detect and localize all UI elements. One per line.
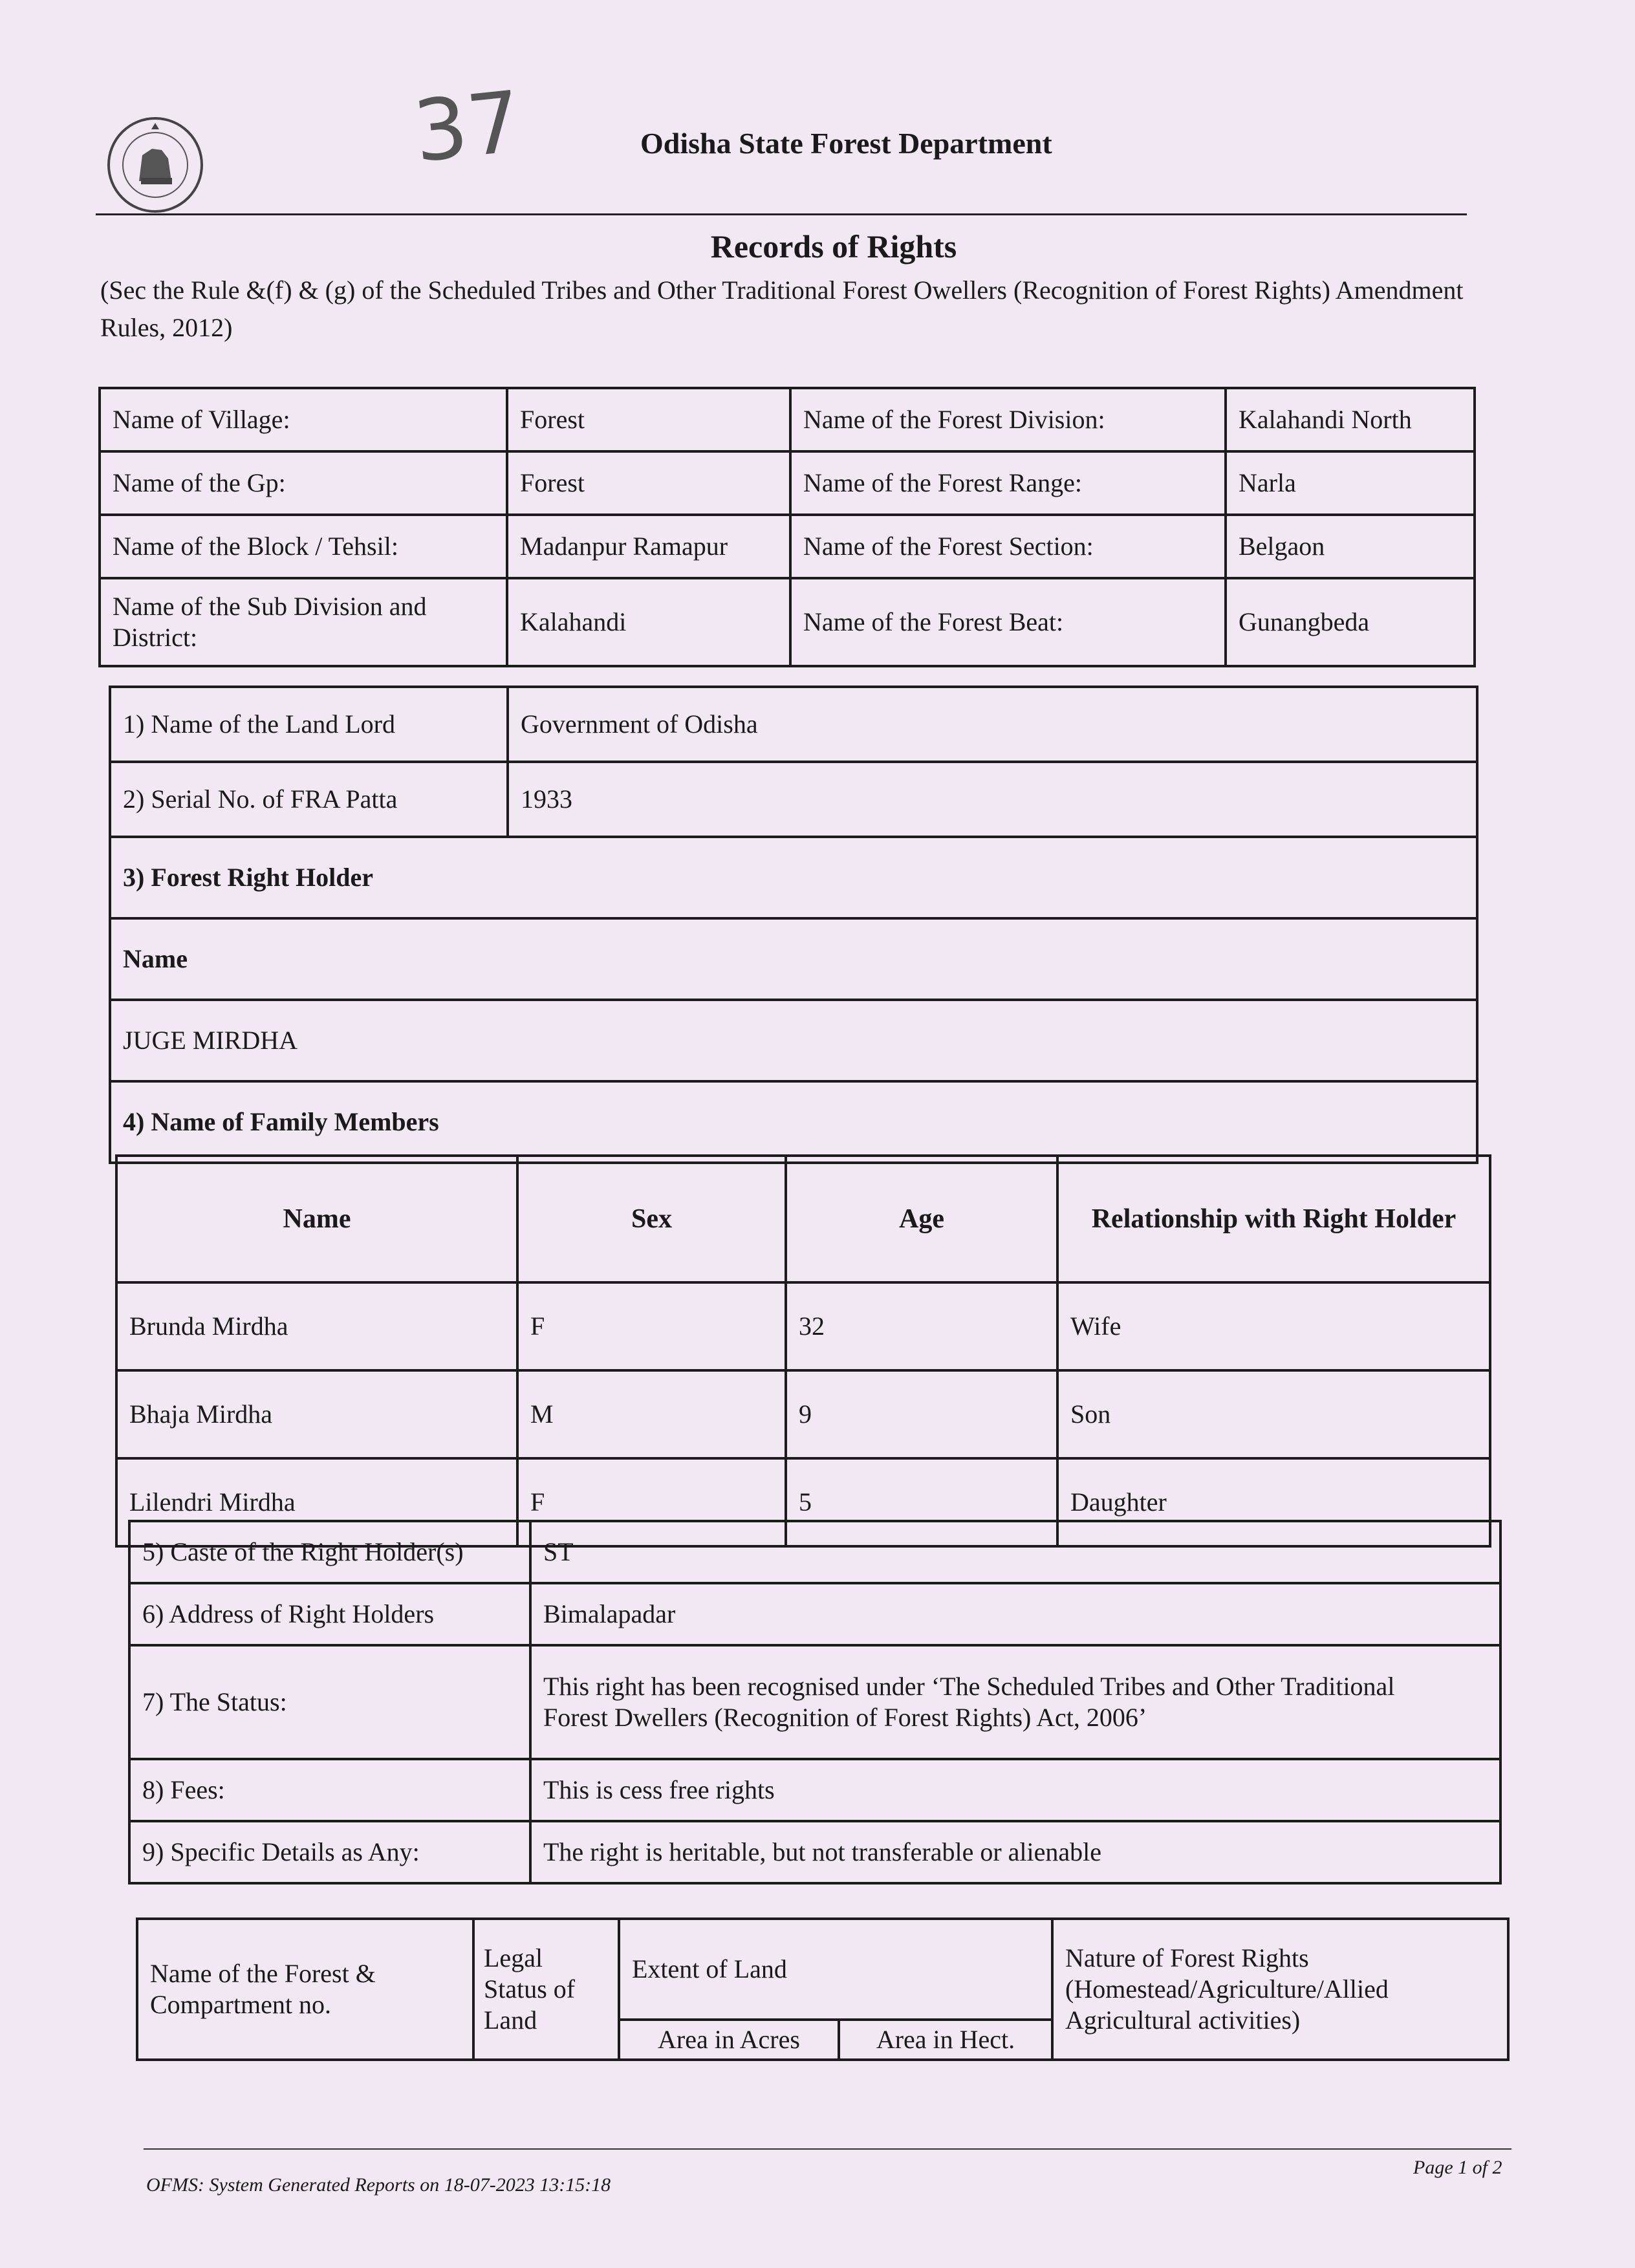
subdivision-value: Kalahandi <box>507 578 790 666</box>
column-header-relationship: Relationship with Right Holder <box>1057 1156 1490 1282</box>
extent-of-land-header: Extent of Land <box>619 1919 1052 2020</box>
member-name: Lilendri Mirdha <box>116 1458 517 1546</box>
table-row <box>129 1759 1500 1821</box>
caste-value: ST <box>530 1521 1500 1583</box>
forest-beat-label: Name of the Forest Beat: <box>790 578 1226 666</box>
column-header-sex: Sex <box>517 1156 786 1282</box>
table-row <box>100 578 1475 666</box>
table-row <box>129 1583 1500 1645</box>
fees-value: This is cess free rights <box>530 1759 1500 1821</box>
member-sex: M <box>517 1370 786 1458</box>
table-row <box>110 1081 1477 1163</box>
forest-range-label: Name of the Forest Range: <box>790 451 1226 515</box>
caste-label: 5) Caste of the Right Holder(s) <box>129 1521 530 1583</box>
page-number: Page 1 of 2 <box>1413 2157 1502 2178</box>
table-header-row <box>137 1919 1508 2020</box>
member-age: 5 <box>786 1458 1057 1546</box>
table-row <box>116 1370 1490 1458</box>
handwritten-page-number: 37 <box>409 72 526 182</box>
forest-division-label: Name of the Forest Division: <box>790 388 1226 451</box>
member-age: 32 <box>786 1282 1057 1370</box>
specific-details-label: 9) Specific Details as Any: <box>129 1821 530 1883</box>
status-value <box>530 1645 1500 1759</box>
table-row <box>110 687 1477 762</box>
document-subtitle: (Sec the Rule &(f) & (g) of the Scheduled Tribes and Other Traditional Forest Owellers (Recognition of Forest Rights) Amendment Rules, 2012) <box>100 275 1464 342</box>
table-row <box>100 451 1475 515</box>
member-name: Bhaja Mirdha <box>116 1370 517 1458</box>
land-table <box>136 1917 1510 2061</box>
village-value: Forest <box>507 388 790 451</box>
village-label: Name of Village: <box>100 388 507 451</box>
table-row <box>100 515 1475 578</box>
department-title: Odisha State Forest Department <box>640 127 1052 160</box>
column-header-age: Age <box>786 1156 1057 1282</box>
area-hect-header: Area in Hect. <box>839 2020 1052 2060</box>
footer-generated-text: OFMS: System Generated Reports on 18-07-2023 13:15:18 <box>146 2174 611 2196</box>
table-row <box>116 1282 1490 1370</box>
table-row <box>100 388 1475 451</box>
odisha-emblem-icon <box>103 103 207 226</box>
status-line-2: Forest Dwellers (Recognition of Forest Rights) Act, 2006’ <box>543 1703 1147 1732</box>
legal-status-header: Legal Status of Land <box>473 1919 619 2060</box>
table-row <box>129 1521 1500 1583</box>
family-members-heading: 4) Name of Family Members <box>110 1081 1477 1163</box>
member-sex: F <box>517 1282 786 1370</box>
location-table <box>98 387 1476 667</box>
status-label: 7) The Status: <box>129 1645 530 1759</box>
forest-right-holder-heading: 3) Forest Right Holder <box>110 837 1477 918</box>
forest-section-value: Belgaon <box>1226 515 1475 578</box>
family-members-table <box>115 1154 1491 1548</box>
member-name: Brunda Mirdha <box>116 1282 517 1370</box>
forest-section-label: Name of the Forest Section: <box>790 515 1226 578</box>
member-relation: Wife <box>1057 1282 1490 1370</box>
member-relation: Daughter <box>1057 1458 1490 1546</box>
table-row <box>110 837 1477 918</box>
page-title: Records of Rights <box>710 228 957 265</box>
table-row <box>110 918 1477 1000</box>
footer-divider <box>144 2148 1511 2150</box>
block-label: Name of the Block / Tehsil: <box>100 515 507 578</box>
forest-range-value: Narla <box>1226 451 1475 515</box>
table-row <box>110 762 1477 837</box>
rights-table <box>109 686 1478 1164</box>
name-heading: Name <box>110 918 1477 1000</box>
gp-label: Name of the Gp: <box>100 451 507 515</box>
member-sex: F <box>517 1458 786 1546</box>
member-relation: Son <box>1057 1370 1490 1458</box>
specific-details-value: The right is heritable, but not transferable or alienable <box>530 1821 1500 1883</box>
column-header-name: Name <box>116 1156 517 1282</box>
subdivision-label: Name of the Sub Division and District: <box>100 578 507 666</box>
address-value: Bimalapadar <box>530 1583 1500 1645</box>
landlord-label: 1) Name of the Land Lord <box>110 687 508 762</box>
holder-name: JUGE MIRDHA <box>110 1000 1477 1081</box>
table-row <box>110 1000 1477 1081</box>
block-value: Madanpur Ramapur <box>507 515 790 578</box>
member-age: 9 <box>786 1370 1057 1458</box>
table-header-row <box>116 1156 1490 1282</box>
table-row <box>129 1821 1500 1883</box>
details-table <box>128 1520 1502 1885</box>
address-label: 6) Address of Right Holders <box>129 1583 530 1645</box>
serial-value: 1933 <box>508 762 1477 837</box>
serial-label: 2) Serial No. of FRA Patta <box>110 762 508 837</box>
area-acres-header: Area in Acres <box>619 2020 839 2060</box>
fees-label: 8) Fees: <box>129 1759 530 1821</box>
gp-value: Forest <box>507 451 790 515</box>
forest-compartment-header: Name of the Forest & Compartment no. <box>137 1919 473 2060</box>
nature-of-rights-header: Nature of Forest Rights (Homestead/Agriculture/Allied Agricultural activities) <box>1052 1919 1508 2060</box>
forest-beat-value: Gunangbeda <box>1226 578 1475 666</box>
header-divider <box>96 213 1467 215</box>
landlord-value: Government of Odisha <box>508 687 1477 762</box>
forest-division-value: Kalahandi North <box>1226 388 1475 451</box>
status-line-1: This right has been recognised under ‘The Scheduled Tribes and Other Traditional <box>543 1672 1395 1701</box>
table-row <box>129 1645 1500 1759</box>
